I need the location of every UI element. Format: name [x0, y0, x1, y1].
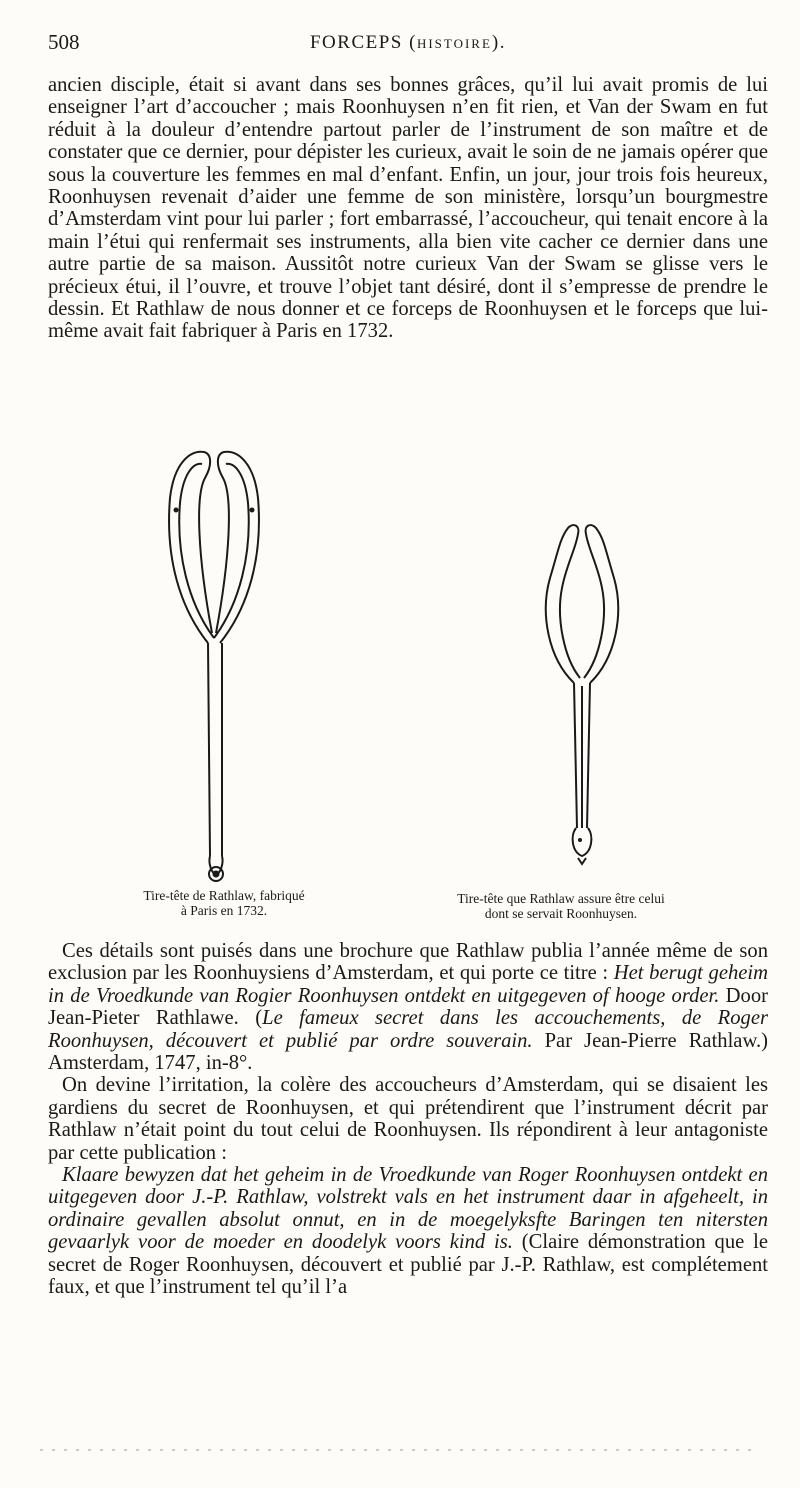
page-header	[48, 30, 768, 56]
french-title: Le fameux secret dans les accouchements, de Roger Roonhuysen, découvert et publié par ordre souverain.	[48, 1007, 769, 1052]
rathlaw-forceps-illustration	[150, 438, 280, 888]
text-block-bottom	[48, 940, 768, 1299]
left-caption-line-1: Tire-tête de Rathlaw, fabriqué	[143, 888, 305, 903]
right-caption-line-2: dont se servait Roonhuysen.	[484, 906, 638, 921]
running-title-end: ).	[491, 32, 506, 53]
left-caption-line-2: à Paris en 1732.	[180, 903, 268, 918]
footer-rule	[40, 1448, 760, 1452]
right-caption-line-1: Tire-tête que Rathlaw assure être celui	[457, 891, 665, 906]
dutch-title: Het berugt geheim in de Vroedkunde van Rogier Roonhuysen ontdekt en uitgegeven of hooge order.	[48, 962, 768, 1007]
paragraph-2	[48, 940, 768, 1074]
paragraph-2-rest: Par Jean-Pierre Rathlaw.) Amsterdam, 1747, in-8°.	[48, 1029, 768, 1075]
french-reply-translation: (Claire démonstration que le secret de Roger Roonhuysen, découvert et publié par J.-P. Rathlaw, est complétement faux, et que l’instrument tel qu’il l’a	[48, 1231, 768, 1299]
roonhuysen-forceps-illustration	[530, 518, 640, 868]
text-block-top	[48, 74, 768, 343]
page-number: 508	[48, 30, 80, 54]
dutch-author: Door Jean-Pieter Rathlawe. (	[48, 984, 768, 1030]
paragraph-1: ancien disciple, était si avant dans ses bonnes grâces, qu’il lui avait promis de lui enseigner l’art d’accoucher ; mais Roonhuysen n’en fit rien, et Van der Swam en fut réduit à la douleur d’entendre partout parler de l’instrument de son maître et de constater que ce dernier, pour dépister les curieux, avait le soin de ne jamais opérer que sous la couverture les femmes en mal d’enfant. Enfin, un jour, jour trois fois heureux, Roonhuysen revenait d’aider une femme de son ministère, lorsqu’un bourgmestre d’Amsterdam vint pour lui parler ; fort embarrassé, l’accoucheur, qui tenait encore à la main l’étui qui renfermait ses instruments, alla bien vite cacher ce dernier dans une autre partie de sa maison. Aussitôt notre curieux Van der Swam se glisse vers le précieux étui, il l’ouvre, et trouve l’objet tant désiré, dont il s’empresse de prendre le dessin. Et Rathlaw de nous donner et ce forceps de Roonhuysen et le forceps que lui-même avait fait fabriquer à Paris en 1732.	[48, 74, 768, 343]
left-figure-caption	[104, 888, 344, 918]
right-figure-caption	[416, 891, 706, 921]
running-title-small-caps: HISTOIRE	[416, 36, 492, 51]
paragraph-3: On devine l’irritation, la colère des accoucheurs d’Amsterdam, qui se disaient les gardiens du secret de Roonhuysen, et qui prétendirent que l’instrument décrit par Rathlaw n’était point du tout celui de Roonhuysen. Ils répondirent à leur antagoniste par cette publication :	[48, 1074, 768, 1164]
running-title	[48, 32, 768, 54]
running-title-main: FORCEPS (	[309, 32, 417, 53]
paragraph-4	[48, 1164, 768, 1298]
paragraph-2-intro: Ces détails sont puisés dans une brochure que Rathlaw publia l’année même de son exclusion par les Roonhuysiens d’Amsterdam, et qui porte ce titre :	[48, 940, 768, 985]
dutch-reply-title: Klaare bewyzen dat het geheim in de Vroedkunde van Roger Roonhuysen ontdekt en uitgegeven door J.-P. Rathlaw, volstrekt vals en het instrument daar in afgeheelt, in ordinaire gevallen absolut onnut, en in de moegelyksfte Baringen ten nitersten gevaarlyk voor de moeder en doodelyk voors kind is.	[48, 1164, 768, 1254]
